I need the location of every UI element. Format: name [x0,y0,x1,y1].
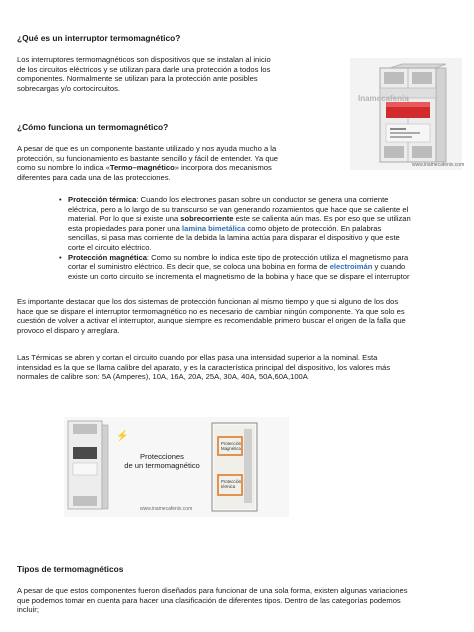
link-lamina-bimetalica[interactable]: lamina bimetálica [182,223,246,233]
paragraph-definition [17,55,337,93]
paragraph-how-intro [17,144,337,182]
term-sobrecorriente: sobrecorriente [180,214,234,224]
text-line: componentes. Normalmente se utilizan para la protección ante posibles [17,74,258,84]
term-termo-magnetico: Termo–magnético [109,163,175,173]
list-item-thermal-protection: • Protección térmica: Cuando los electrones pasan sobre un conductor se genera una corriente eléctrica, pero a lo largo de su transcurso se van generando rozamientos que hace que se caliente el material. Por lo que si existe una sobrecorriente este se calienta aún mas. Es por eso que se utilizan esta propiedades para poner una lamina bimetálica como objeto de protección. En palabras sencillas, si pasa mas corriente de la debida la lamina actúa para disparar el dispositivo y que este corte el circuito eléctrico. [59,195,464,253]
protection-list [59,195,464,281]
two-pole-breaker-illustration [350,58,465,170]
watermark-url: www.inamecafenix.com [412,162,465,168]
text-line: de los circuitos eléctricos y se utilizan para darle una protección a todos los [17,64,271,74]
text-line: intensidad es la que se llama calibre del aparato, y es la característica principal del dispositivo, los valores más [17,362,391,372]
breaker-photo [350,58,465,170]
text-line: sobrecargas y/o cortocircuitos. [17,83,120,93]
text-line: cuestión de volver a activar el interruptor, aunque siempre es recomendable primero buscar el origen de la falla que [17,316,406,326]
paragraph-simultaneous [17,297,469,335]
label-thermal-protection: Protección térmica [221,479,242,489]
link-electroiman[interactable]: electroimán [329,262,373,272]
list-item-magnetic-protection: • Protección magnética: Como su nombre lo indica este tipo de protección utiliza el magnetismo para cortar el suministro eléctrico. Es decir que, se coloca una bobina en forma de electroimán y cuando existe un corto circuito se incrementa el magnetismo de la bobina y hace que se dispare el interruptor [59,253,464,282]
watermark-logo: ⚡ [116,431,129,442]
text-line: como su nombre lo indica «Termo–magnético» incorpora dos mecanismos [17,163,272,173]
watermark-brand: Inamecafenix [358,94,409,103]
heading-how-it-works: ¿Cómo funciona un termomagnético? [17,122,169,132]
text-line: Los interruptores termomagnéticos son dispositivos que se instalan al inicio [17,55,271,64]
protections-diagram [64,417,289,517]
paragraph-types [17,586,469,615]
text-line: Las Térmicas se abren y cortan el circuito cuando por ellas pasa una intensidad superior a la nominal. Esta [17,353,378,362]
text-line: normales de calibre son: 5A (Amperes), 10A, 16A, 20A, 25A, 30A, 40A, 50A,60A,100A [17,372,308,382]
text-line: hace que se dispare el interruptor termomagnético no es necesario de cambiar ningún componente. Ya que solo es [17,306,405,316]
text-line: incluir; [17,605,39,615]
heading-what-is: ¿Qué es un interruptor termomagnético? [17,33,181,43]
paragraph-calibres [17,353,469,382]
text-line: A pesar de que es un componente bastante utilizado y nos ayuda mucho a la [17,144,277,153]
diagram-caption: Protecciones de un termomagnético [124,452,200,470]
thermal-protection-title: Protección térmica [68,195,137,204]
heading-types: Tipos de termomagnéticos [17,564,124,574]
label-magnetic-protection: Protección Magnética [221,441,242,451]
text-line: protección, su funcionamiento es bastante sencillo y fácil de entender. Ya que [17,153,279,163]
text-line: diferentes para cada una de las protecciones. [17,172,171,182]
text-line: Es importante destacar que los dos sistemas de protección funcionan al mismo tiempo y que si alguno de los dos [17,297,399,306]
text-line: que podemos tomar en cuenta para hacer una clasificación de diferentes tipos. Dentro de las categorías podemos [17,595,401,605]
text-line: A pesar de que estos componentes fueron diseñados para funcionar de una sola forma, existen algunas variaciones [17,586,408,595]
watermark-url-2: www.inamecafenix.com [140,506,193,512]
text-line: provoco el disparo y arreglara. [17,325,120,335]
magnetic-protection-title: Protección magnética [68,252,147,262]
breaker-toggle [73,447,97,459]
